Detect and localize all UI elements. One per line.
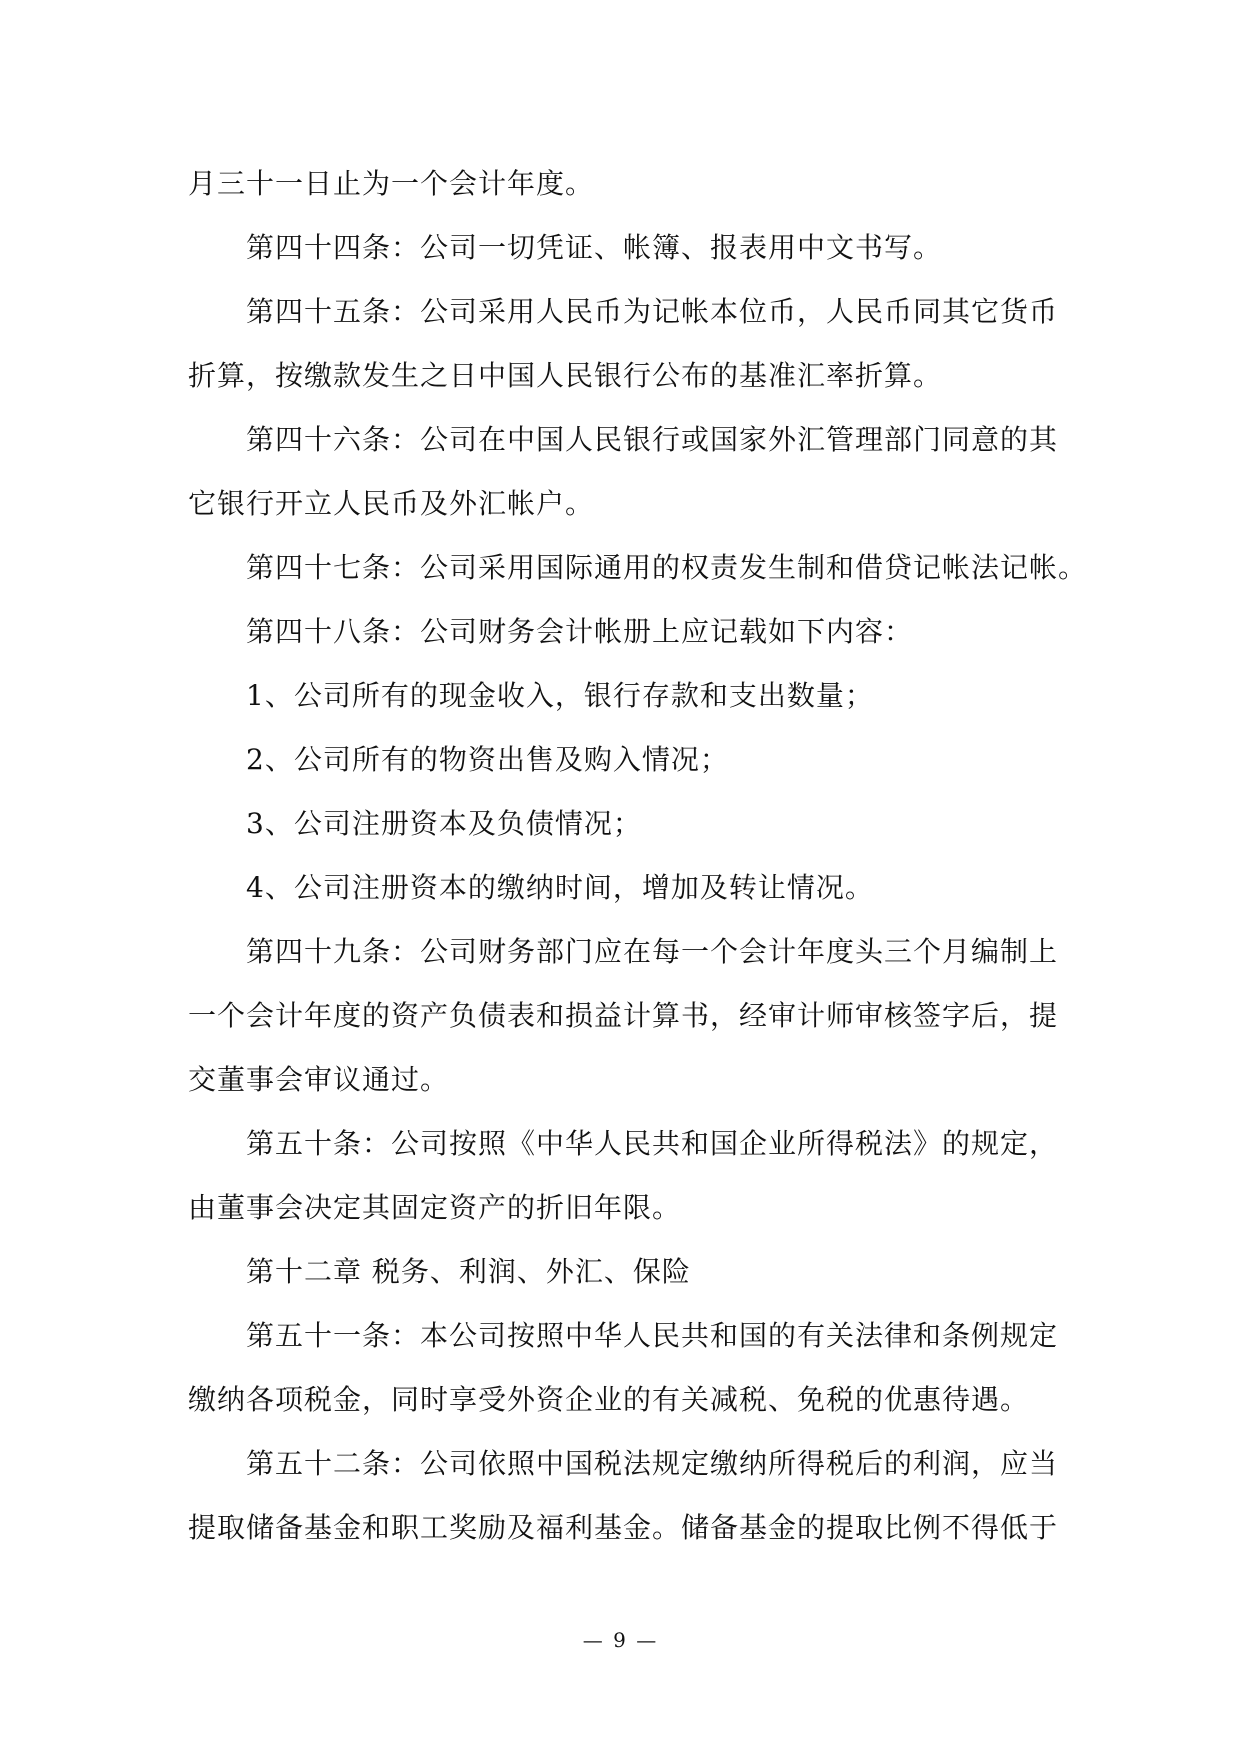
text-line: 第五十二条：公司依照中国税法规定缴纳所得税后的利润，应当 bbox=[246, 1447, 1059, 1480]
text-line: 折算，按缴款发生之日中国人民银行公布的基准汇率折算。 bbox=[188, 359, 943, 392]
text-line: 一个会计年度的资产负债表和损益计算书，经审计师审核签字后，提 bbox=[188, 999, 1059, 1032]
text-line: 第五十一条：本公司按照中华人民共和国的有关法律和条例规定 bbox=[246, 1319, 1059, 1352]
text-line: 月三十一日止为一个会计年度。 bbox=[188, 167, 595, 200]
text-line: 第四十八条：公司财务会计帐册上应记载如下内容： bbox=[246, 615, 914, 648]
page-number: — 9 — bbox=[582, 1628, 659, 1652]
text-line: 交董事会审议通过。 bbox=[188, 1063, 450, 1096]
text-line: 它银行开立人民币及外汇帐户。 bbox=[188, 487, 595, 520]
text-line: 由董事会决定其固定资产的折旧年限。 bbox=[188, 1191, 682, 1224]
list-item: 4、公司注册资本的缴纳时间，增加及转让情况。 bbox=[246, 871, 874, 904]
document-body bbox=[188, 152, 1088, 1560]
text-line: 第四十九条：公司财务部门应在每一个会计年度头三个月编制上 bbox=[246, 935, 1059, 968]
list-item: 2、公司所有的物资出售及购入情况； bbox=[246, 743, 729, 776]
text-line: 第五十条：公司按照《中华人民共和国企业所得税法》的规定， bbox=[246, 1127, 1059, 1160]
list-item: 1、公司所有的现金收入，银行存款和支出数量； bbox=[246, 679, 874, 712]
text-line: 第四十六条：公司在中国人民银行或国家外汇管理部门同意的其 bbox=[246, 423, 1059, 456]
text-line: 第四十七条：公司采用国际通用的权责发生制和借贷记帐法记帐。 bbox=[246, 551, 1088, 584]
chapter-heading: 第十二章 税务、利润、外汇、保险 bbox=[246, 1255, 691, 1288]
text-line: 第四十五条：公司采用人民币为记帐本位币，人民币同其它货币 bbox=[246, 295, 1059, 328]
list-item: 3、公司注册资本及负债情况； bbox=[246, 807, 642, 840]
text-line: 提取储备基金和职工奖励及福利基金。储备基金的提取比例不得低于 bbox=[188, 1511, 1059, 1544]
text-line: 第四十四条：公司一切凭证、帐簿、报表用中文书写。 bbox=[246, 231, 943, 264]
text-line: 缴纳各项税金，同时享受外资企业的有关减税、免税的优惠待遇。 bbox=[188, 1383, 1030, 1416]
